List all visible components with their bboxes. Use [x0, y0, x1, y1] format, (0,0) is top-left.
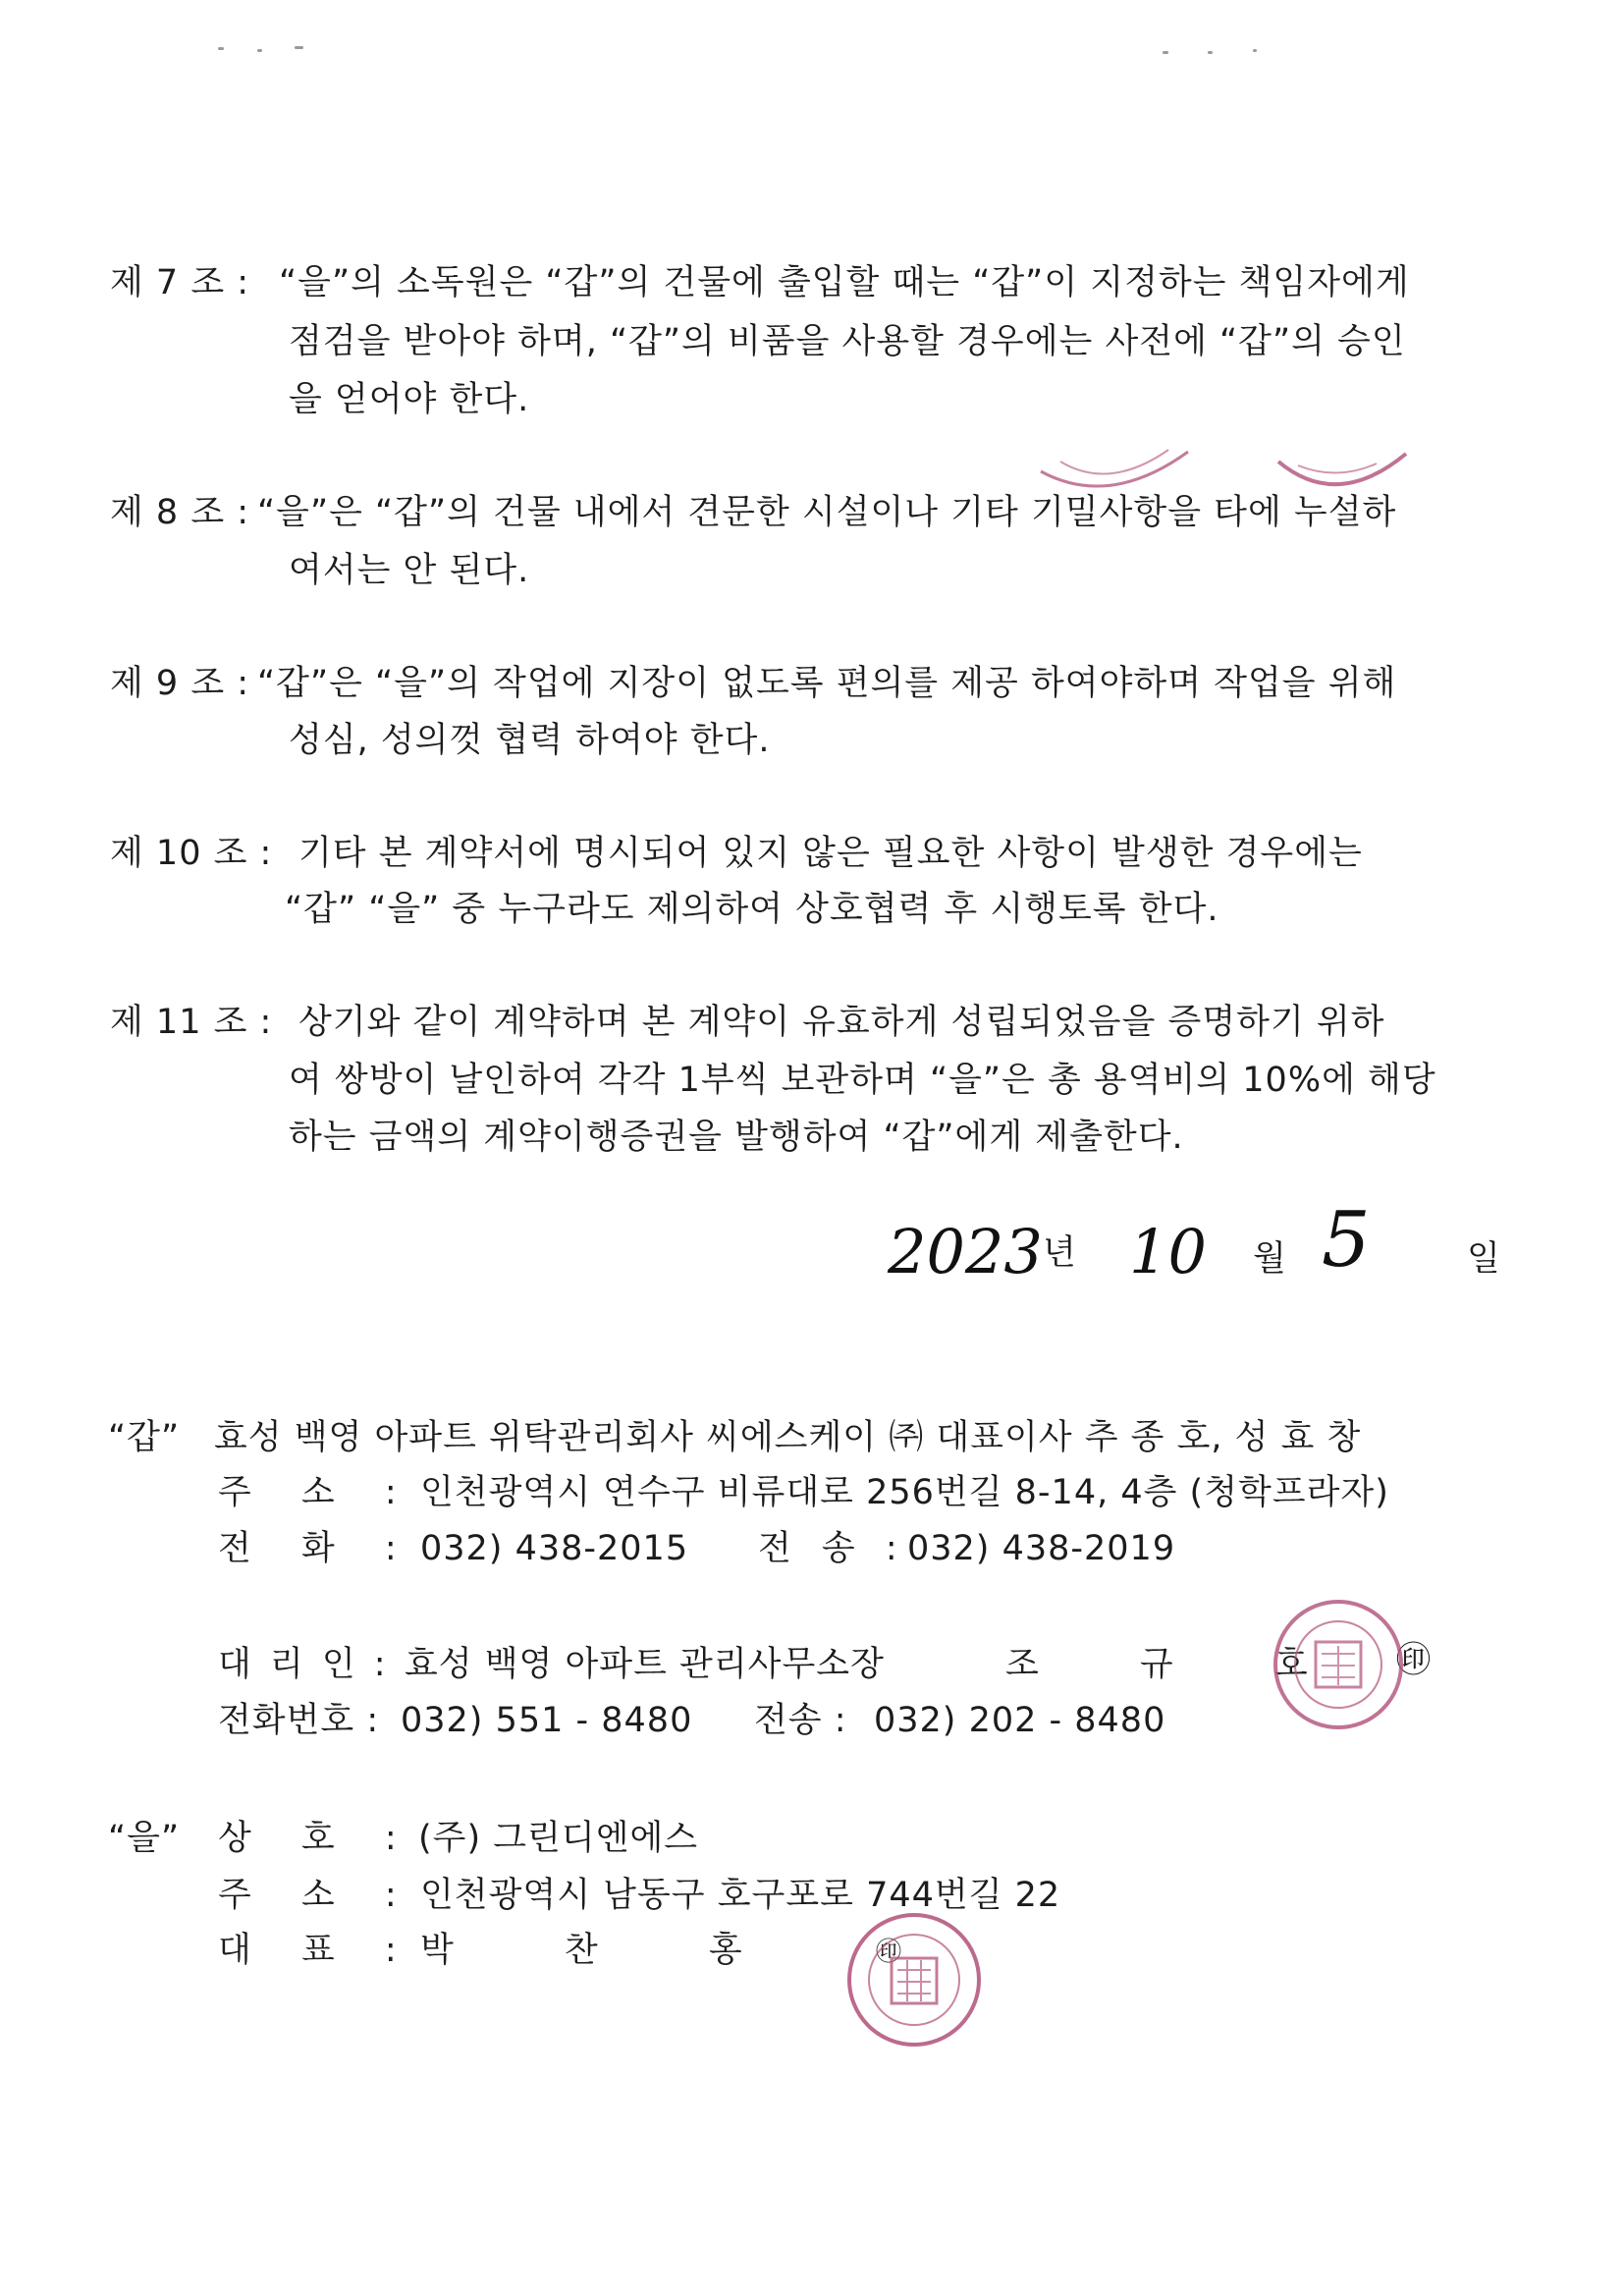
company-seal-stamp	[840, 1901, 988, 2058]
article-10-label: 제 10 조 :	[110, 834, 273, 873]
article-8-line-2: 여서는 안 된다.	[289, 551, 530, 590]
date-day-unit: 일	[1467, 1239, 1501, 1279]
party-a-address: 인천광역시 연수구 비류대로 256번길 8-14, 4층 (청학프라자)	[420, 1473, 1389, 1512]
agent-title: 효성 백영 아파트 관리사무소장	[405, 1645, 885, 1684]
article-7-line-1: “을”의 소독원은 “갑”의 건물에 출입할 때는 “갑”이 지정하는 책임자에게	[279, 263, 1410, 302]
date-year: 2023	[888, 1216, 1043, 1287]
date-day: 5	[1322, 1196, 1371, 1285]
party-a-label: “갑”	[108, 1418, 181, 1457]
party-a-name: 효성 백영 아파트 위탁관리회사 씨에스케이 ㈜ 대표이사 추 종 호, 성 효 창	[214, 1418, 1362, 1457]
article-7-label: 제 7 조 :	[110, 263, 250, 302]
article-11-line-1: 상기와 같이 계약하며 본 계약이 유효하게 성립되었음을 증명하기 위하	[298, 1003, 1385, 1042]
article-11-label: 제 11 조 :	[110, 1003, 273, 1042]
party-a-fax: 032) 438-2019	[907, 1529, 1176, 1568]
article-10-line-2: “갑” “을” 중 누구라도 제의하여 상호협력 후 시행토록 한다.	[285, 890, 1219, 929]
article-9-line-2: 성심, 성의껏 협력 하여야 한다.	[289, 721, 771, 760]
party-b-label: “을”	[108, 1819, 181, 1858]
party-b-rep-label: 대 표 :	[218, 1931, 398, 1970]
partial-stamp-top-right	[1269, 442, 1416, 501]
party-b-address: 인천광역시 남동구 호구포로 744번길 22	[420, 1876, 1061, 1915]
agent-seal-stamp	[1265, 1591, 1412, 1738]
party-b-company-label: 상 호 :	[218, 1819, 398, 1858]
article-8-line-1: “을”은 “갑”의 건물 내에서 견문한 시설이나 기타 기밀사항을 타에 누설하	[257, 493, 1397, 532]
agent-fax-label: 전송 :	[754, 1701, 847, 1740]
partial-stamp-top-left	[1021, 432, 1208, 501]
party-a-phone-label: 전 화 :	[218, 1529, 398, 1568]
agent-phone: 032) 551 - 8480	[401, 1701, 693, 1740]
agent-seal-mark: ㊞	[1396, 1641, 1433, 1680]
date-month-unit: 월	[1253, 1239, 1287, 1279]
article-9-label: 제 9 조 :	[110, 664, 250, 703]
article-11-line-2: 여 쌍방이 날인하여 각각 1부씩 보관하며 “을”은 총 용역비의 10%에 해당	[289, 1061, 1436, 1100]
party-a-phone: 032) 438-2015	[420, 1529, 689, 1568]
party-a-address-label: 주 소 :	[218, 1473, 398, 1512]
article-9-line-1: “갑”은 “을”의 작업에 지장이 없도록 편의를 제공 하여야하며 작업을 위해	[257, 664, 1397, 703]
party-b-rep: 박 찬 홍	[420, 1931, 743, 1970]
article-11-line-3: 하는 금액의 계약이행증권을 발행하여 “갑”에게 제출한다.	[289, 1118, 1184, 1157]
party-b-address-label: 주 소 :	[218, 1876, 398, 1915]
party-b-company: (주) 그린디엔에스	[418, 1819, 699, 1858]
agent-name: 조 규 호	[1005, 1645, 1309, 1684]
article-8-label: 제 8 조 :	[110, 493, 250, 532]
agent-fax: 032) 202 - 8480	[874, 1701, 1166, 1740]
party-b-seal-mark: ㊞	[876, 1938, 903, 1967]
article-7-line-3: 을 얻어야 한다.	[289, 380, 530, 419]
date-year-unit: 년	[1043, 1233, 1077, 1273]
date-month: 10	[1129, 1216, 1207, 1287]
agent-label: 대 리 인 :	[218, 1645, 387, 1684]
agent-phone-label: 전화번호 :	[218, 1701, 380, 1740]
article-10-line-1: 기타 본 계약서에 명시되어 있지 않은 필요한 사항이 발생한 경우에는	[298, 834, 1363, 873]
article-7-line-2: 점검을 받아야 하며, “갑”의 비품을 사용할 경우에는 사전에 “갑”의 승인	[289, 322, 1406, 361]
party-a-fax-label: 전 송 :	[758, 1529, 898, 1568]
